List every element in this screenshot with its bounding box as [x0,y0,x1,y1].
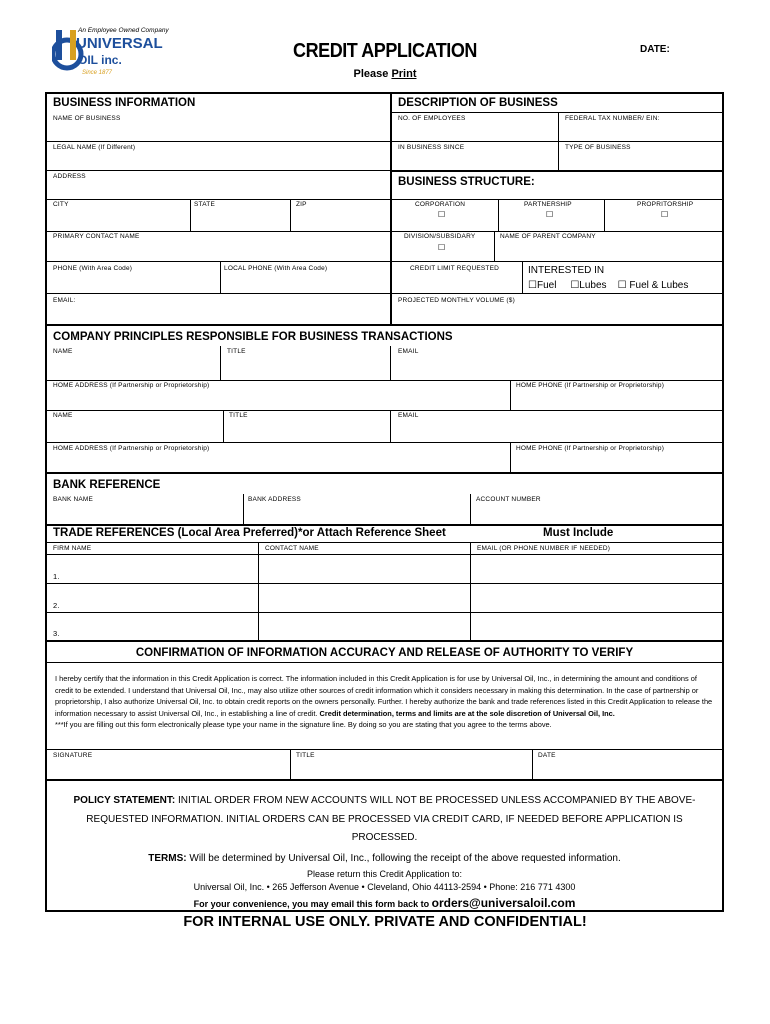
principals-heading: COMPANY PRINCIPLES RESPONSIBLE FOR BUSINESS TRANSACTIONS [53,331,453,343]
interested-options [528,280,688,291]
divider [47,779,722,781]
divider [470,494,471,524]
divider [47,554,722,555]
name-of-business-field[interactable]: NAME OF BUSINESS [53,115,121,122]
divider [220,346,221,380]
divider [390,346,391,380]
divider [47,170,390,171]
firm-name-header: FIRM NAME [53,545,92,552]
divider [47,410,722,411]
parent-company-field[interactable]: NAME OF PARENT COMPANY [500,233,596,240]
divider [258,542,259,640]
divider [243,494,244,524]
fuel-checkbox[interactable]: ☐ [528,280,537,291]
divider [47,583,722,584]
phone-field[interactable]: PHONE (With Area Code) [53,265,133,272]
terms-label: TERMS: [148,853,187,864]
description-heading: DESCRIPTION OF BUSINESS [398,97,558,109]
employees-field[interactable]: NO. OF EMPLOYEES [398,115,466,122]
divider [47,199,390,200]
trade-heading: TRADE REFERENCES (Local Area Preferred)*or Attach Reference Sheet [53,527,446,539]
credit-application-form [45,92,724,912]
bank-heading: BANK REFERENCE [53,479,161,491]
fuel-label: Fuel [536,280,557,291]
divider [390,199,722,200]
legal-name-field[interactable]: LEGAL NAME (If Different) [53,144,136,151]
divider [47,542,722,543]
divider [47,261,390,262]
trade-row-2[interactable]: 2. [53,601,60,610]
divider [47,640,722,642]
principal-1-email-field[interactable]: EMAIL [398,348,419,355]
email-phone-header: EMAIL (OR PHONE NUMBER IF NEEDED) [477,545,611,552]
account-number-field[interactable]: ACCOUNT NUMBER [476,496,541,503]
divider [494,231,495,261]
partnership-checkbox[interactable]: ☐ [546,210,554,219]
business-info-heading: BUSINESS INFORMATION [53,97,196,109]
divider [47,293,390,294]
divider [290,749,291,779]
fuel-lubes-label: Fuel & Lubes [629,280,689,291]
fuel-lubes-checkbox[interactable]: ☐ [617,280,627,291]
email-prefix: For your convenience, you may email this form back to [193,899,430,909]
business-structure-heading: BUSINESS STRUCTURE: [398,176,535,188]
divider [47,380,722,381]
division-checkbox[interactable]: ☐ [438,243,446,252]
principal-1-title-field[interactable]: TITLE [227,348,246,355]
divider [47,612,722,613]
date-label: DATE: [640,44,670,55]
divider [223,410,224,442]
return-line: Please return this Credit Application to: [306,869,463,879]
address-field[interactable]: ADDRESS [53,173,86,180]
state-field[interactable]: STATE [194,201,215,208]
principal-2-home-address-field[interactable]: HOME ADDRESS (If Partnership or Proprietorship) [53,445,210,452]
credit-limit-field[interactable]: CREDIT LIMIT REQUESTED [410,265,500,272]
local-phone-field[interactable]: LOCAL PHONE (With Area Code) [224,265,328,272]
logo-since: Since 1877 [82,70,113,76]
principal-2-name-field[interactable]: NAME [53,412,73,419]
confirmation-body [55,673,714,731]
signature-field[interactable]: SIGNATURE [53,752,93,759]
electronic-note: ***If you are filling out this form electronically please type your name in the signature line. By doing so you are stating that you agree to the terms above. [55,720,552,730]
contact-email-link[interactable]: orders@universaloil.com [431,896,576,910]
projected-volume-field[interactable]: PROJECTED MONTHLY VOLUME ($) [398,297,515,304]
divider [390,112,722,113]
logo-name-1: UNIVERSAL [76,35,163,52]
principal-1-name-field[interactable]: NAME [53,348,73,355]
divider [522,261,523,293]
divider [498,199,499,231]
city-field[interactable]: CITY [53,201,69,208]
divider [47,442,722,443]
lubes-checkbox[interactable]: ☐ [570,280,580,291]
divider [604,199,605,231]
division-label: DIVISION/SUBSIDARY [404,233,476,240]
policy-label: POLICY STATEMENT: [73,795,176,806]
in-business-since-field[interactable]: IN BUSINESS SINCE [398,144,465,151]
divider [47,141,390,142]
divider [47,472,722,474]
terms-statement [55,850,714,869]
trade-row-3[interactable]: 3. [53,629,60,638]
email-field[interactable]: EMAIL: [53,297,76,304]
divider [290,199,291,231]
divider [220,261,221,293]
divider [510,380,511,410]
divider [47,749,722,750]
signature-title-field[interactable]: TITLE [296,752,315,759]
tax-id-field[interactable]: FEDERAL TAX NUMBER/ EIN: [565,115,660,122]
divider [390,170,722,172]
trade-row-1[interactable]: 1. [53,572,60,581]
divider [510,442,511,472]
divider [47,524,722,526]
divider [470,542,471,640]
page-title: CREDIT APPLICATION [293,40,477,62]
type-of-business-field[interactable]: TYPE OF BUSINESS [565,144,631,151]
principal-1-home-phone-field[interactable]: HOME PHONE (If Partnership or Proprietorship) [516,382,665,389]
divider [390,410,391,442]
address-line: Universal Oil, Inc. • 265 Jefferson Avenue • Cleveland, Ohio 44113-2594 • Phone: 216 771 4300 [193,882,576,892]
lubes-label: Lubes [579,280,607,291]
zip-field[interactable]: ZIP [296,201,307,208]
logo-tagline: An Employee Owned Company [78,27,169,34]
confirmation-heading: CONFIRMATION OF INFORMATION ACCURACY AND RELEASE OF AUTHORITY TO VERIFY [135,647,634,659]
corporation-label: CORPORATION [415,201,466,208]
terms-text: Will be determined by Universal Oil, Inc., following the receipt of the above requested information. [189,853,621,864]
partnership-label: PARTNERSHIP [524,201,572,208]
must-include-label: Must Include [543,527,614,539]
corporation-checkbox[interactable]: ☐ [438,210,446,219]
divider [47,324,722,326]
bank-address-field[interactable]: BANK ADDRESS [248,496,301,503]
subtitle-emph: Print [391,68,417,80]
policy-text: INITIAL ORDER FROM NEW ACCOUNTS WILL NOT BE PROCESSED UNLESS ACCOMPANIED BY THE ABOVE-REQUESTED INFORMATION. INITIAL ORDERS CAN BE PROCESSED VIA CREDIT CARD, IF NEEDED BEFORE APPLICATION IS PROCESSED. [86,795,696,843]
email-line [47,896,722,910]
contact-name-header: CONTACT NAME [265,545,319,552]
divider [390,94,392,324]
divider [390,231,722,232]
principal-1-home-address-field[interactable]: HOME ADDRESS (If Partnership or Proprietorship) [53,382,210,389]
divider [390,261,722,262]
confirmation-text: I hereby certify that the information in this Credit Application is correct. The information included in this Credit Application is for use by Universal Oil, Inc., in determining the amount and conditions of credit to be extended. I understand that Universal Oil, Inc., may also utilize other sources of credit information which it considers necessary in making this determination. In the case of partnership or proprietorship, I also authorize Universal Oil, Inc. to obtain credit reports on the owners personally. Further. I hereby authorize the bank and trade references listed in this Credit Application to release the information necessary to assist Universal Oil, Inc., in establishing a line of credit. [55,674,713,718]
proprietorship-label: PROPRITORSHIP [637,201,694,208]
principal-2-email-field[interactable]: EMAIL [398,412,419,419]
page-subtitle [0,68,770,80]
principal-2-title-field[interactable]: TITLE [229,412,248,419]
interested-in-label: INTERESTED IN [528,265,605,276]
logo-name-2: OIL inc. [78,53,122,67]
internal-use-notice: FOR INTERNAL USE ONLY. PRIVATE AND CONFIDENTIAL! [183,914,587,930]
subtitle-prefix: Please [353,68,389,80]
divider [47,662,722,663]
policy-statement [55,792,714,848]
divider [532,749,533,779]
principal-2-home-phone-field[interactable]: HOME PHONE (If Partnership or Proprietorship) [516,445,665,452]
divider [390,141,722,142]
proprietorship-checkbox[interactable]: ☐ [661,210,669,219]
divider [190,199,191,231]
primary-contact-field[interactable]: PRIMARY CONTACT NAME [53,233,140,240]
signature-date-field[interactable]: DATE [538,752,556,759]
confirmation-bold: Credit determination, terms and limits are at the sole discretion of Universal Oil, Inc. [319,708,615,718]
divider [47,231,390,232]
divider [390,293,722,294]
bank-name-field[interactable]: BANK NAME [53,496,94,503]
